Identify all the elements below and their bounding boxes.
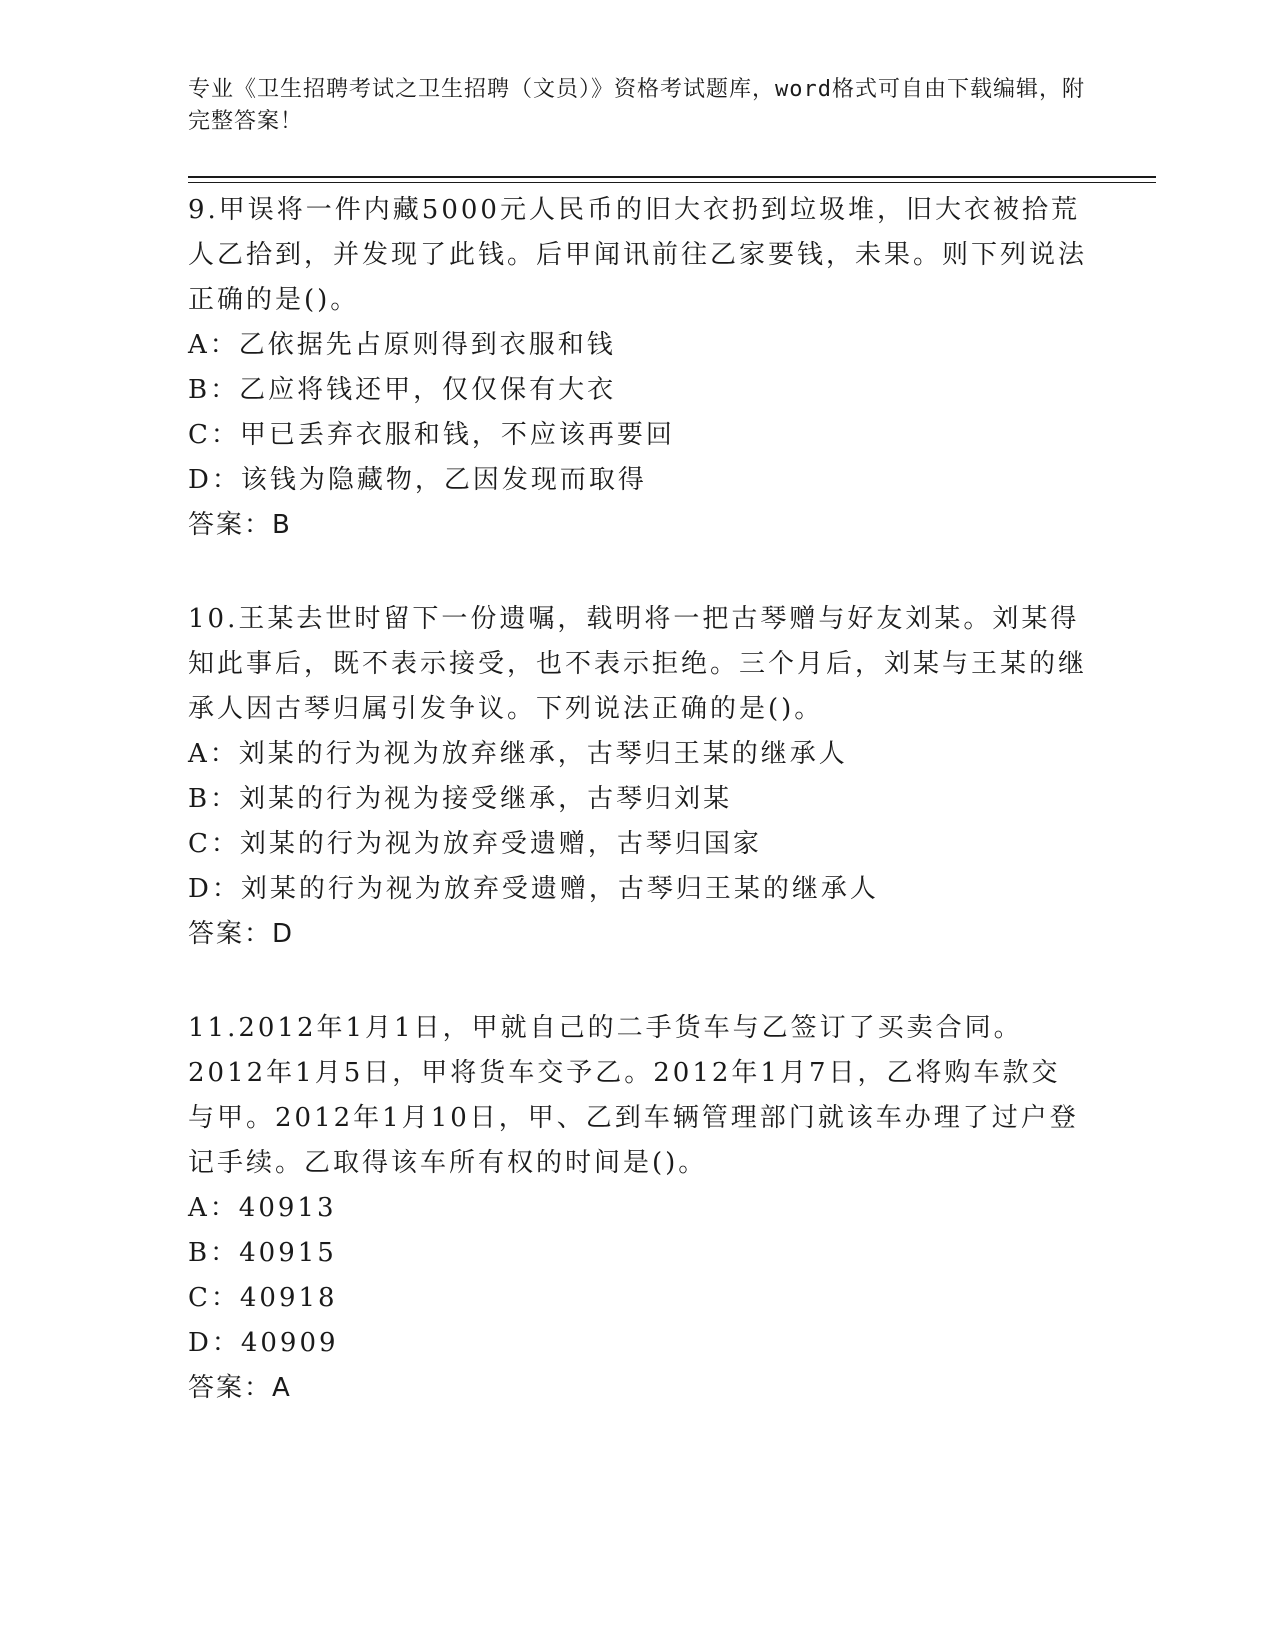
option-d: D：该钱为隐藏物，乙因发现而取得 <box>188 465 647 495</box>
answer-line: 答案：B <box>188 510 292 540</box>
option-c: C：甲已丢弃衣服和钱，不应该再要回 <box>188 420 675 450</box>
option-b: B：40915 <box>188 1238 337 1268</box>
answer-line: 答案：D <box>188 919 295 949</box>
option-b: B：刘某的行为视为接受继承，古琴归刘某 <box>188 784 733 814</box>
question-11 <box>188 1006 1088 1411</box>
option-a: A：刘某的行为视为放弃继承，古琴归王某的继承人 <box>188 739 848 769</box>
option-d: D：刘某的行为视为放弃受遗赠，古琴归王某的继承人 <box>188 874 879 904</box>
document-header: 专业《卫生招聘考试之卫生招聘（文员）》资格考试题库，word格式可自由下载编辑，附完整答案！ <box>188 77 1085 134</box>
question-stem: 9.甲误将一件内藏5000元人民币的旧大衣扔到垃圾堆，旧大衣被拾荒人乙拾到，并发现了此钱。后甲闻讯前往乙家要钱，未果。则下列说法正确的是()。 <box>188 195 1088 315</box>
header-divider-thin <box>188 182 1156 183</box>
option-a: A：40913 <box>188 1193 337 1223</box>
header-divider-thick <box>188 176 1156 178</box>
question-9 <box>188 188 1088 548</box>
option-a: A：乙依据先占原则得到衣服和钱 <box>188 330 616 360</box>
question-10 <box>188 597 1088 957</box>
answer-line: 答案：A <box>188 1373 292 1403</box>
option-c: C：40918 <box>188 1283 338 1313</box>
option-d: D：40909 <box>188 1328 339 1358</box>
question-stem: 11.2012年1月1日，甲就自己的二手货车与乙签订了买卖合同。2012年1月5日，甲将货车交予乙。2012年1月7日，乙将购车款交与甲。2012年1月10日，甲、乙到车辆管理部门就该车办理了过户登记手续。乙取得该车所有权的时间是()。 <box>188 1013 1079 1178</box>
option-c: C：刘某的行为视为放弃受遗赠，古琴归国家 <box>188 829 762 859</box>
option-b: B：乙应将钱还甲，仅仅保有大衣 <box>188 375 617 405</box>
question-stem: 10.王某去世时留下一份遗嘱，载明将一把古琴赠与好友刘某。刘某得知此事后，既不表示接受，也不表示拒绝。三个月后，刘某与王某的继承人因古琴归属引发争议。下列说法正确的是()。 <box>188 604 1088 724</box>
